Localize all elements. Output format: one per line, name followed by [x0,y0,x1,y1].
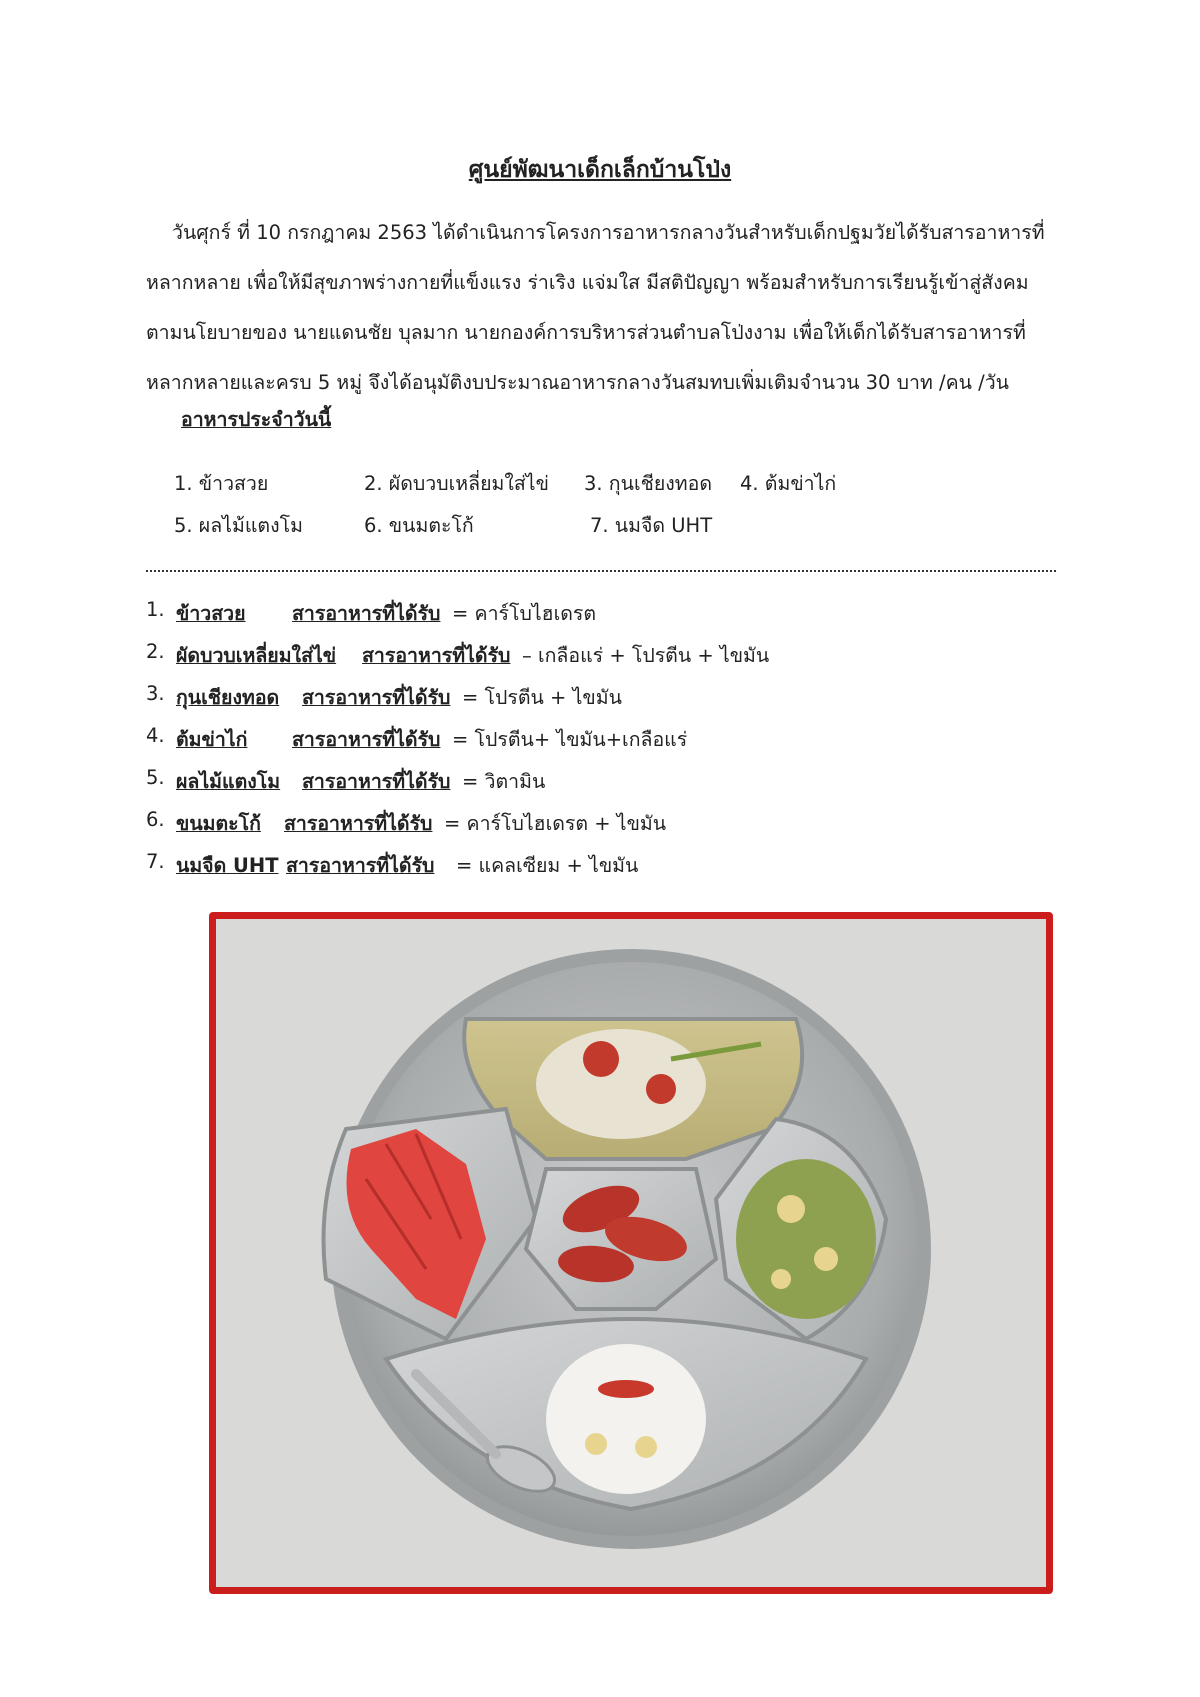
dotted-divider [146,570,1056,572]
page-title: ศูนย์พัฒนาเด็กเล็กบ้านโป่ง [468,157,732,183]
nutrient-number: 5. [146,766,165,789]
nutrient-dish: ผลไม้แตงโม [176,770,281,793]
nutrient-value: = คาร์โบไฮเดรต + ไขมัน [444,812,667,835]
egg-piece [585,1433,607,1455]
nutrient-value: = วิตามิน [462,770,546,793]
food-tray-photo [209,912,1053,1594]
tomato [646,1074,676,1104]
nutrient-value: = โปรตีน+ ไขมัน+เกลือแร่ [452,728,688,751]
menu-row [174,468,1054,502]
intro-paragraph [146,214,1056,414]
egg-piece [771,1269,791,1289]
nutrient-dish: ผัดบวบเหลี่ยมใส่ไข่ [176,644,337,667]
nutrient-dish: กุนเชียงทอด [176,686,280,709]
nutrient-label: สารอาหารที่ได้รับ [286,854,435,877]
steamed-rice [546,1344,706,1494]
menu-item: 5. ผลไม้แตงโม [174,514,303,537]
nutrient-number: 1. [146,598,165,621]
nutrient-number: 2. [146,640,165,663]
nutrient-number: 6. [146,808,165,831]
nutrient-value: – เกลือแร่ + โปรตีน + ไขมัน [522,644,770,667]
menu-item: 6. ขนมตะโก้ [364,514,474,537]
nutrient-value: = แคลเซียม + ไขมัน [456,854,639,877]
sausage-slice [598,1380,654,1398]
tomato [583,1041,619,1077]
nutrient-label: สารอาหารที่ได้รับ [302,770,451,793]
intro-line: ตามนโยบายของ นายแดนชัย บุลมาก นายกองค์การบริหารส่วนตำบลโป่งงาม เพื่อให้เด็กได้รับสารอาหารที่ [146,321,1026,344]
menu-item: 3. กุนเชียงทอด [584,472,713,495]
nutrient-dish: นมจืด UHT [176,854,279,877]
intro-line: หลากหลายและครบ 5 หมู่ จึงได้อนุมัติงบประมาณอาหารกลางวันสมทบเพิ่มเติมจำนวน 30 บาท /คน /วัน [146,371,1009,394]
nutrient-label: สารอาหารที่ได้รับ [292,728,441,751]
nutrient-dish: ข้าวสวย [176,602,246,625]
luffa-egg-stir-fry [736,1159,876,1319]
menu-item: 4. ต้มข่าไก่ [740,472,837,495]
nutrient-value: = โปรตีน + ไขมัน [462,686,622,709]
nutrient-number: 3. [146,682,165,705]
nutrient-label: สารอาหารที่ได้รับ [284,812,433,835]
nutrient-label: สารอาหารที่ได้รับ [292,602,441,625]
egg-piece [814,1247,838,1271]
nutrient-dish: ต้มข่าไก่ [176,728,248,751]
menu-row [174,510,1054,544]
menu-item: 1. ข้าวสวย [174,472,269,495]
menu-item: 2. ผัดบวบเหลี่ยมใส่ไข่ [364,472,549,495]
nutrient-number: 7. [146,850,165,873]
nutrient-number: 4. [146,724,165,747]
food-tray-illustration [216,919,1046,1587]
nutrient-dish: ขนมตะโก้ [176,812,261,835]
menu-item: 7. นมจืด UHT [590,514,713,537]
nutrient-label: สารอาหารที่ได้รับ [362,644,511,667]
chicken-soup [536,1029,706,1139]
intro-line: หลากหลาย เพื่อให้มีสุขภาพร่างกายที่แข็งแรง ร่าเริง แจ่มใส มีสติปัญญา พร้อมสำหรับการเรียนรู้เข้าสู่สังคม [146,271,1029,294]
nutrient-label: สารอาหารที่ได้รับ [302,686,451,709]
egg-piece [777,1195,805,1223]
intro-line: วันศุกร์ ที่ 10 กรกฎาคม 2563 ได้ดำเนินการโครงการอาหารกลางวันสำหรับเด็กปฐมวัยได้รับสารอาหารที่ [172,221,1045,244]
egg-piece [635,1436,657,1458]
menu-heading: อาหารประจำวันนี้ [181,408,332,431]
nutrient-value: = คาร์โบไฮเดรต [452,602,597,625]
